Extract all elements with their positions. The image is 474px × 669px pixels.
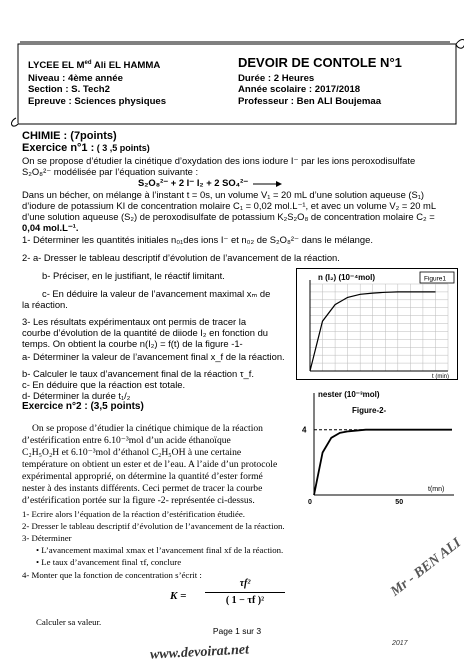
question-3-line-3: temps. On obtient la courbe n(I₂) = f(t) de la figure -1- bbox=[22, 338, 243, 349]
reaction-equation: S₂O₈²⁻ + 2 I⁻ I₂ + 2 SO₄²⁻ bbox=[138, 177, 249, 188]
figure-2-x-tick-50: 50 bbox=[395, 499, 404, 505]
site-watermark: www.devoirat.net bbox=[149, 642, 250, 663]
ester-line-1: On se propose d’étudier la cinétique chimique de la réaction bbox=[32, 423, 263, 434]
ester-line-7: d’estérification portée sur la figure -2- représentée ci-dessus. bbox=[22, 495, 255, 506]
question-3-line-2: courbe d’évolution de la quantité de diiode I₂ en fonction du bbox=[22, 327, 269, 338]
teacher: Professeur : Ben ALI Boujemaa bbox=[238, 96, 382, 107]
formula-denominator: ( 1 − τf )² bbox=[225, 595, 265, 606]
item-4: 4- Monter que la fonction de concentration s’écrit : bbox=[22, 570, 202, 580]
site-year: 2017 bbox=[392, 640, 408, 647]
formula-fraction-bar bbox=[205, 592, 285, 593]
question-2c-line-2: la réaction. bbox=[22, 299, 68, 310]
section: Section : S. Tech2 bbox=[28, 84, 110, 95]
exam-title: DEVOIR DE CONTOLE N°1 bbox=[238, 55, 402, 70]
duration: Durée : 2 Heures bbox=[238, 73, 315, 84]
exercise-2-title: Exercice n°2 : (3,5 points) bbox=[22, 401, 144, 412]
question-3-line-1: 3- Les résultats expérimentaux ont permis de tracer la bbox=[22, 316, 247, 327]
formula-numerator: τf² bbox=[239, 578, 251, 589]
intro-line-1: On se propose d’étudier la cinétique d’oxydation des ions iodure I⁻ par les ions peroxodisulfate bbox=[22, 155, 416, 166]
para-line-3: d’une solution aqueuse (S₂) de peroxodisulfate de potassium K₂S₂O₈ de concentration molaire C₂ = bbox=[22, 211, 435, 222]
para-line-2: d’iodure de potassium KI de concentration molaire C₁ = 0,02 mol.L⁻¹, et avec un volume V₂ = 20 mL bbox=[22, 200, 437, 211]
signature-watermark: Mr - BEN ALI bbox=[388, 535, 465, 600]
school-year: Année scolaire : 2017/2018 bbox=[238, 84, 361, 95]
figure-2-legend: Figure-2- bbox=[352, 406, 387, 415]
intro-line-2: S₂O₈²⁻ modélisée par l’équation suivante : bbox=[22, 166, 199, 177]
figure-2-ylabel: nester (10⁻³mol) bbox=[318, 390, 380, 399]
item-3a: • L’avancement maximal xmax et l’avancement final xf de la réaction. bbox=[36, 545, 284, 555]
figure-2-chart bbox=[292, 385, 462, 505]
figure-1-xlabel: t (min) bbox=[432, 374, 449, 380]
formula-k: K = bbox=[170, 590, 187, 602]
ester-line-4: température on obtient un ester et de l’eau. A l’aide d’un protocole bbox=[22, 459, 278, 470]
figure-1-ylabel: n (I₂) (10⁻⁴mol) bbox=[318, 273, 376, 282]
item-1: 1- Ecrire alors l’équation de la réaction d’estérification étudiée. bbox=[22, 509, 245, 519]
item-2: 2- Dresser le tableau descriptif d’évolution de l’avancement de la réaction. bbox=[22, 521, 285, 531]
subject: Epreuve : Sciences physiques bbox=[28, 96, 167, 107]
reaction-arrow-icon bbox=[252, 180, 284, 188]
figure-1-chart bbox=[296, 268, 458, 380]
question-2c-line-1: c- En déduire la valeur de l’avancement maximal xₘ de bbox=[42, 288, 271, 299]
para-line-4: 0,04 mol.L⁻¹. bbox=[22, 222, 79, 233]
level: Niveau : 4ème année bbox=[28, 73, 123, 84]
ester-line-2: d’estérification entre 6.10⁻³mol d’un acide éthanoïque bbox=[22, 435, 231, 446]
question-3c: c- En déduire que la réaction est totale. bbox=[22, 379, 186, 390]
page-number: Page 1 sur 3 bbox=[212, 626, 262, 636]
para-line-1: Dans un bécher, on mélange à l’instant t = 0s, un volume V₁ = 20 mL d’une solution aqueuse (S₁) bbox=[22, 189, 425, 200]
question-2b: b- Préciser, en le justifiant, le réactif limitant. bbox=[42, 270, 225, 281]
question-3d: d- Déterminer la durée t₁/₂ bbox=[22, 390, 131, 401]
question-3b: b- Calculer le taux d’avancement final de la réaction τ_f. bbox=[22, 368, 254, 379]
figure-2-x-tick-0: 0 bbox=[308, 499, 312, 505]
school-name: LYCEE EL $M^{ed}$ Ali EL HAMMA bbox=[28, 60, 161, 72]
ester-line-3: C₂H₅O₂H et 6.10⁻³mol d’éthanol C₂H₅OH à une certaine bbox=[22, 447, 242, 458]
ester-line-5: expérimental approprié, on détermine la quantité d’ester formé bbox=[22, 471, 263, 482]
exercise-1-title: Exercice n°1 : ( 3 ,5 points) bbox=[22, 142, 150, 154]
item-3b: • Le taux d’avancement final τf, conclure bbox=[36, 557, 182, 567]
item-3: 3- Déterminer bbox=[22, 533, 72, 543]
figure-2-xlabel: t(mn) bbox=[428, 486, 445, 493]
calc-instruction: Calculer sa valeur. bbox=[36, 617, 102, 627]
question-3a: a- Déterminer la valeur de l’avancement final x_f de la réaction. bbox=[22, 351, 285, 362]
figure-1-legend: Figure1 bbox=[424, 275, 447, 283]
question-2a: 2- a- Dresser le tableau descriptif d’évolution de l’avancement de la réaction. bbox=[22, 252, 340, 263]
question-1: 1- Déterminer les quantités initiales n₀₁des ions I⁻ et n₀₂ de S₂O₈²⁻ dans le mélange. bbox=[22, 234, 373, 245]
section-heading: CHIMIE : (7points) bbox=[22, 130, 117, 142]
figure-2-y-tick: 4 bbox=[302, 425, 307, 435]
ester-line-6: nester à des instants différents. Ceci permet de tracer la courbe bbox=[22, 483, 263, 494]
